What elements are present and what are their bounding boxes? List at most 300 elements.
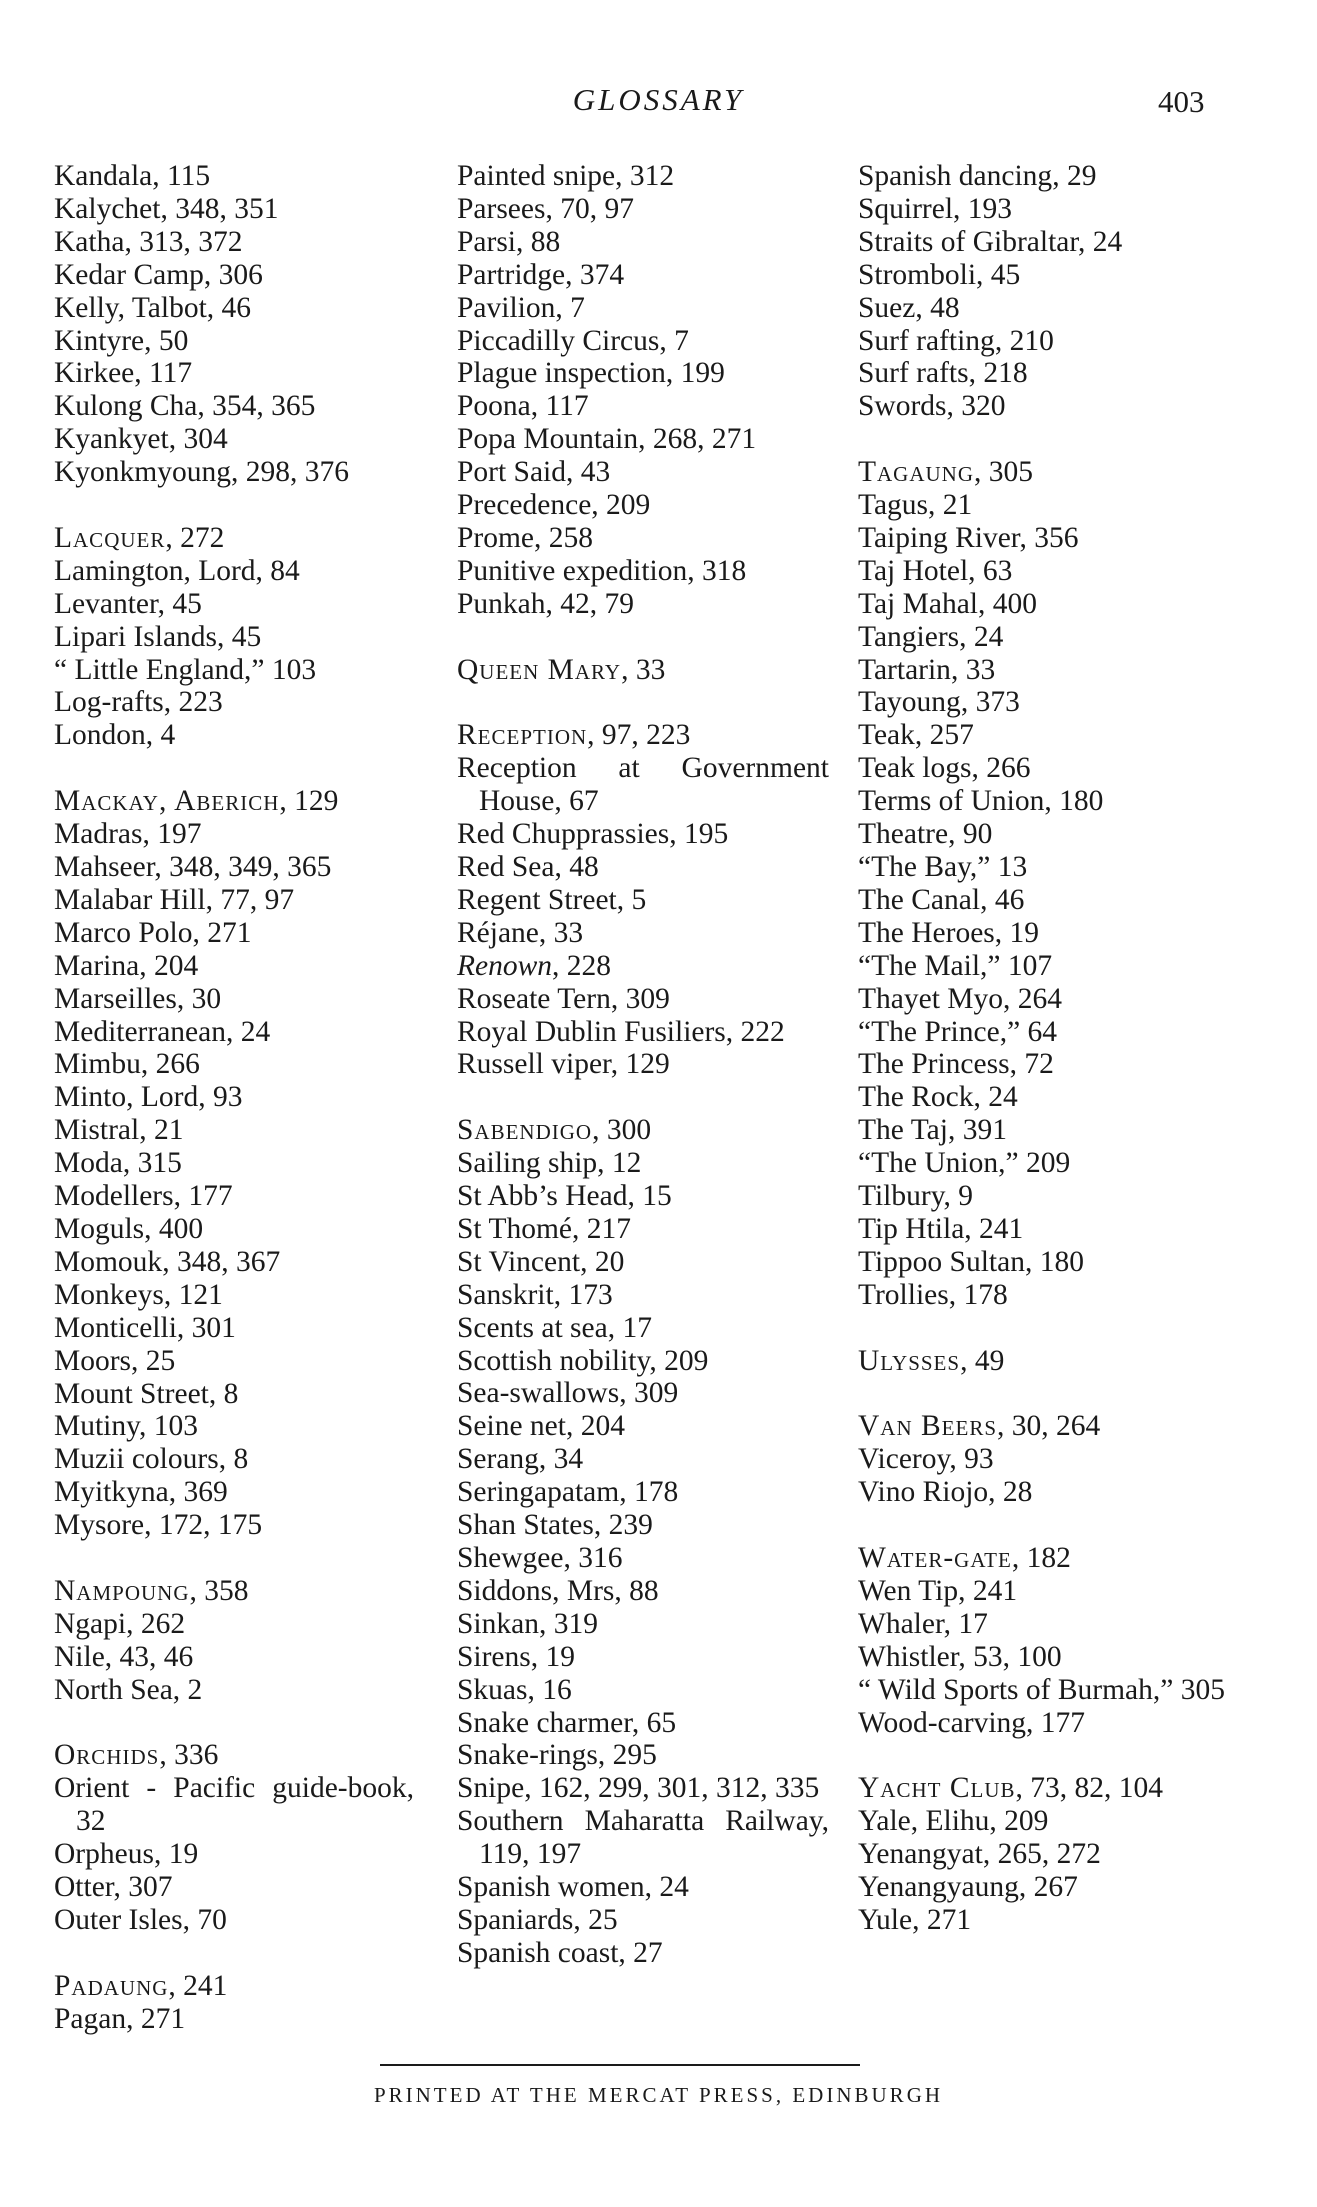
entry-term: Otter — [54, 1871, 114, 1904]
index-entry — [858, 785, 1236, 818]
index-entry — [858, 1772, 1236, 1805]
index-entry — [457, 1213, 829, 1246]
entry-pages: , 30 — [176, 982, 222, 1015]
index-entry — [858, 719, 1236, 752]
entry-term: Ngapi — [54, 1607, 127, 1640]
index-entry — [54, 1213, 414, 1246]
entry-pages: , 209 — [649, 1344, 709, 1377]
entry-term: Monticelli — [54, 1311, 177, 1344]
entry-term: Spanish dancing — [858, 160, 1053, 192]
entry-term: Punkah — [457, 587, 546, 620]
index-entry — [457, 1509, 829, 1542]
index-entry — [457, 654, 829, 687]
entry-pages: , 336 — [159, 1739, 219, 1772]
entry-term: Shewgee — [457, 1542, 564, 1575]
entry-pages: , 21 — [928, 489, 973, 522]
index-entry — [457, 423, 829, 456]
entry-pages: , 197 — [142, 818, 202, 851]
index-entry — [54, 522, 414, 555]
entry-pages: , 119, 197 — [479, 1805, 829, 1871]
index-entry — [54, 686, 414, 719]
entry-pages: , 307 — [113, 1871, 173, 1904]
entry-pages: , 315 — [122, 1147, 182, 1180]
entry-pages: , 42, 79 — [545, 587, 634, 620]
entry-pages: , 162, 299, 301, 312, 335 — [524, 1772, 820, 1805]
entry-pages: , 48 — [915, 291, 960, 324]
index-entry — [858, 917, 1236, 950]
entry-pages: , 9 — [943, 1180, 974, 1213]
entry-term: Yule — [858, 1903, 913, 1936]
index-entry — [858, 1805, 1236, 1838]
entry-term: Stromboli — [858, 258, 977, 291]
entry-pages: , 271 — [192, 916, 252, 949]
entry-term: Minto, Lord — [54, 1081, 199, 1114]
entry-term: Muzii colours — [54, 1443, 219, 1476]
entry-pages: , 267 — [1018, 1871, 1078, 1904]
entry-pages: , 24 — [973, 1081, 1018, 1114]
entry-term: Punitive expedition — [457, 554, 688, 587]
entry-pages: , 241 — [168, 1969, 228, 2002]
index-entry — [457, 357, 829, 390]
entry-pages: , 103 — [138, 1410, 198, 1443]
entry-term: Sanskrit — [457, 1278, 554, 1311]
index-entry — [858, 1345, 1236, 1378]
entry-term: Kyonkmyoung — [54, 456, 231, 489]
entry-term: Prome — [457, 521, 535, 554]
entry-term: Tip Htila — [858, 1212, 965, 1245]
entry-pages: , 266 — [971, 752, 1031, 785]
index-entry — [54, 1509, 414, 1542]
entry-term: Monkeys — [54, 1278, 164, 1311]
entry-pages: , 391 — [947, 1114, 1007, 1147]
index-entry — [858, 818, 1236, 851]
entry-term: Yacht Club — [858, 1772, 1016, 1805]
index-entry — [457, 1048, 829, 1081]
entry-pages: , 258 — [534, 521, 594, 554]
entry-term: “ Little England,” — [54, 653, 265, 686]
entry-pages: , 241 — [964, 1212, 1024, 1245]
index-entry — [457, 719, 829, 752]
entry-pages: , 239 — [593, 1509, 653, 1542]
index-entry — [54, 2003, 414, 2036]
entry-pages: , 46 — [980, 883, 1025, 916]
index-entry — [54, 390, 414, 423]
entry-term: Lipari Islands — [54, 620, 218, 653]
entry-term: London — [54, 719, 146, 752]
index-entry — [54, 1246, 414, 1279]
index-entry — [54, 1970, 414, 2003]
entry-pages: , 117 — [530, 390, 589, 423]
entry-term: Mount Street — [54, 1377, 209, 1410]
entry-pages: , 97, 223 — [587, 719, 691, 752]
entry-pages: 305 — [1173, 1673, 1225, 1706]
index-entry — [457, 1377, 829, 1410]
entry-term: Squirrel — [858, 192, 954, 225]
entry-pages: , 204 — [139, 949, 199, 982]
index-entry — [457, 983, 829, 1016]
entry-pages: , 4 — [145, 719, 176, 752]
entry-pages: , 309 — [610, 982, 670, 1015]
index-entry — [457, 489, 829, 522]
entry-term: Tippoo Sultan — [858, 1245, 1025, 1278]
entry-term: Kalychet — [54, 192, 161, 225]
index-column-2 — [457, 160, 829, 1970]
index-entry — [457, 588, 829, 621]
entry-pages: , 25 — [573, 1903, 618, 1936]
index-entry — [858, 588, 1236, 621]
entry-term: Plague inspection — [457, 357, 666, 390]
entry-term: Sinkan — [457, 1607, 539, 1640]
index-entry — [54, 456, 414, 489]
entry-term: “The Mail,” — [858, 949, 1001, 982]
entry-term: Swords — [858, 390, 947, 423]
entry-pages: , 262 — [126, 1607, 186, 1640]
entry-term: Red Sea — [457, 851, 555, 883]
entry-term: The Rock — [858, 1081, 974, 1114]
index-entry — [858, 259, 1236, 292]
entry-term: Levanter — [54, 587, 158, 620]
entry-pages: , 193 — [953, 192, 1013, 225]
index-entry — [54, 719, 414, 752]
entry-term: Kandala — [54, 160, 153, 192]
entry-pages: , 204 — [565, 1410, 625, 1443]
index-entry — [457, 1476, 829, 1509]
index-entry — [54, 292, 414, 325]
entry-term: Teak — [858, 719, 915, 752]
index-entry — [54, 1674, 414, 1707]
index-entry — [457, 950, 829, 983]
entry-term: Shan States — [457, 1509, 594, 1542]
entry-term: Theatre — [858, 818, 949, 851]
entry-pages: , 309 — [619, 1377, 679, 1410]
entry-term: Mediterranean — [54, 1015, 226, 1048]
entry-pages: , 199 — [665, 357, 725, 390]
entry-pages: , 48 — [554, 851, 599, 883]
entry-term: Spanish women — [457, 1871, 645, 1904]
entry-pages: , 45 — [976, 258, 1021, 291]
entry-term: Lacquer — [54, 521, 166, 554]
entry-pages: 64 — [1020, 1015, 1058, 1048]
index-entry — [858, 555, 1236, 588]
entry-pages: , 27 — [618, 1936, 663, 1969]
entry-term: Myitkyna — [54, 1476, 169, 1509]
entry-pages: , 88 — [614, 1574, 659, 1607]
entry-term: Taiping River — [858, 521, 1020, 554]
index-entry — [457, 851, 829, 884]
entry-pages: , 400 — [978, 587, 1037, 620]
entry-pages: 107 — [1000, 949, 1053, 982]
entry-term: St Vincent — [457, 1245, 581, 1278]
entry-pages: , 65 — [631, 1706, 677, 1739]
index-entry — [457, 1871, 829, 1904]
entry-term: “The Union,” — [858, 1147, 1019, 1180]
entry-term: Moguls — [54, 1212, 145, 1245]
entry-term: Pavilion — [457, 291, 556, 324]
entry-term: Spaniards — [457, 1903, 574, 1936]
index-entry — [457, 1279, 829, 1312]
index-entry — [457, 1312, 829, 1345]
entry-term: Reception — [457, 719, 588, 752]
entry-pages: , 129 — [279, 785, 339, 818]
index-entry — [858, 1114, 1236, 1147]
index-entry — [858, 160, 1236, 193]
entry-pages: , 34 — [538, 1443, 584, 1476]
index-entry — [54, 1838, 414, 1871]
entry-term: Reception at Government House — [457, 752, 829, 818]
index-column-1 — [54, 160, 414, 2036]
index-entry — [54, 1608, 414, 1641]
entry-pages: , 7 — [555, 291, 585, 324]
entry-pages: , 24 — [644, 1871, 689, 1904]
entry-term: Moors — [54, 1344, 132, 1377]
index-entry — [457, 1114, 829, 1147]
entry-pages: , 218 — [968, 357, 1028, 390]
index-entry — [54, 1739, 414, 1772]
entry-pages: , 217 — [572, 1212, 632, 1245]
index-entry — [858, 1081, 1236, 1114]
entry-term: “The Bay,” — [858, 851, 991, 884]
entry-pages: , 33 — [538, 916, 584, 949]
index-entry — [457, 1904, 829, 1937]
entry-pages: , 369 — [168, 1476, 228, 1509]
entry-pages: , 400 — [144, 1212, 204, 1245]
entry-pages: , 304 — [168, 423, 228, 456]
entry-term: Mutiny — [54, 1410, 139, 1443]
entry-term: Scents at sea — [457, 1311, 608, 1344]
entry-pages: 209 — [1018, 1147, 1071, 1180]
entry-term: Tangiers — [858, 620, 960, 653]
entry-term: The Taj — [858, 1114, 948, 1147]
entry-term: Taj Mahal — [858, 587, 978, 620]
index-entry — [457, 1147, 829, 1180]
index-entry — [858, 1838, 1236, 1871]
entry-pages: , 319 — [538, 1607, 598, 1640]
entry-term: Skuas — [457, 1673, 528, 1706]
entry-term: Marseilles — [54, 982, 177, 1015]
index-entry — [858, 983, 1236, 1016]
entry-term: Log-rafts — [54, 686, 164, 719]
index-entry — [858, 1707, 1236, 1740]
entry-term: Kyankyet — [54, 423, 169, 456]
entry-pages: , 178 — [948, 1278, 1008, 1311]
entry-term: Russell viper — [457, 1048, 611, 1081]
entry-term: North Sea — [54, 1673, 173, 1706]
index-entry — [858, 1246, 1236, 1279]
index-entry — [457, 1805, 829, 1871]
index-entry — [54, 851, 414, 884]
entry-term: Van Beers — [858, 1410, 998, 1443]
entry-pages: , 348, 349, 365 — [154, 851, 332, 883]
entry-term: Precedence — [457, 489, 592, 522]
entry-pages: , 5 — [616, 883, 647, 916]
entry-pages: , 20 — [580, 1245, 625, 1278]
index-entry — [54, 1345, 414, 1378]
index-entry — [457, 917, 829, 950]
entry-pages: , 29 — [1052, 160, 1097, 192]
entry-pages: , 30, 264 — [997, 1410, 1101, 1443]
index-entry — [858, 621, 1236, 654]
entry-term: Regent Street — [457, 883, 617, 916]
entry-term: Mackay, Aberich — [54, 785, 280, 818]
entry-pages: , 19 — [530, 1640, 575, 1673]
entry-term: Sea-swallows — [457, 1377, 620, 1410]
index-entry — [54, 1016, 414, 1049]
entry-term: Orient - Pacific — [54, 1772, 256, 1805]
entry-term: Parsees — [457, 192, 546, 225]
entry-term: Orchids — [54, 1739, 160, 1772]
index-entry — [54, 1378, 414, 1411]
entry-pages: , 28 — [988, 1476, 1033, 1509]
entry-pages: , 15 — [627, 1180, 672, 1213]
entry-pages: , 298, 376 — [231, 456, 349, 489]
entry-term: Outer Isles — [54, 1903, 183, 1936]
entry-pages: 13 — [990, 851, 1028, 884]
entry-pages: , 73, 82, 104 — [1015, 1772, 1164, 1805]
index-entry — [457, 193, 829, 226]
entry-term: Sailing ship — [457, 1147, 598, 1180]
entry-pages: , 271 — [126, 2002, 186, 2035]
index-entry — [858, 1575, 1236, 1608]
entry-term: Whistler — [858, 1640, 959, 1673]
entry-pages: , 241 — [958, 1574, 1018, 1607]
entry-term: Orpheus — [54, 1838, 154, 1871]
entry-pages: 103 — [264, 653, 317, 686]
entry-term: Royal Dublin Fusiliers — [457, 1015, 726, 1048]
index-entry — [858, 851, 1236, 884]
index-entry — [858, 686, 1236, 719]
entry-pages: , 374 — [565, 258, 625, 291]
index-entry — [54, 259, 414, 292]
index-entry — [457, 1345, 829, 1378]
page-number: 403 — [1158, 84, 1205, 119]
index-entry — [54, 160, 414, 193]
entry-term: Yenangyaung — [858, 1871, 1019, 1904]
entry-pages: , 53, 100 — [958, 1640, 1062, 1673]
index-entry — [858, 1016, 1236, 1049]
entry-pages: , 195 — [669, 818, 729, 851]
index-entry — [858, 884, 1236, 917]
entry-pages: , 8 — [218, 1443, 249, 1476]
index-entry — [457, 390, 829, 423]
entry-term: St Thomé — [457, 1212, 573, 1245]
entry-term: Marco Polo — [54, 916, 193, 949]
index-entry — [457, 456, 829, 489]
entry-term: Tilbury — [858, 1180, 944, 1213]
entry-term: Teak logs — [858, 752, 972, 785]
index-entry — [858, 325, 1236, 358]
entry-term: Poona — [457, 390, 531, 423]
entry-pages: , 33 — [621, 653, 666, 686]
entry-pages: , 320 — [946, 390, 1006, 423]
entry-term: The Princess — [858, 1048, 1010, 1081]
entry-term: Sirens — [457, 1640, 531, 1673]
entry-pages: , 8 — [208, 1377, 239, 1410]
entry-term: Kulong Cha — [54, 390, 198, 423]
entry-term: Queen Mary — [457, 653, 622, 686]
index-entry — [457, 160, 829, 193]
entry-pages: , 24 — [226, 1015, 271, 1048]
index-entry — [457, 1608, 829, 1641]
entry-pages: , 272 — [165, 521, 225, 554]
index-entry — [54, 1048, 414, 1081]
index-entry — [54, 621, 414, 654]
entry-pages: , 271 — [912, 1903, 972, 1936]
entry-pages: , 67 — [554, 785, 599, 818]
index-entry — [457, 522, 829, 555]
entry-term: Painted snipe — [457, 160, 616, 192]
entry-term: Yale, Elihu — [858, 1805, 990, 1838]
index-entry — [457, 1674, 829, 1707]
index-entry — [457, 884, 829, 917]
entry-pages: , 373 — [960, 686, 1020, 719]
entry-term: Kedar Camp — [54, 258, 204, 291]
entry-pages: , 182 — [1011, 1542, 1071, 1574]
entry-term: Tartarin — [858, 653, 951, 686]
entry-pages: , 25 — [131, 1344, 176, 1377]
index-entry — [54, 588, 414, 621]
index-entry — [54, 950, 414, 983]
entry-term: Wen Tip — [858, 1574, 959, 1607]
entry-pages: , 17 — [607, 1311, 652, 1344]
index-column-3 — [858, 160, 1236, 1937]
entry-pages: , 19 — [994, 916, 1040, 949]
entry-term: “The Prince,” — [858, 1015, 1021, 1048]
entry-term: Momouk — [54, 1245, 163, 1278]
entry-term: Lamington, Lord — [54, 554, 256, 587]
index-entry — [858, 1410, 1236, 1443]
entry-term: Mysore — [54, 1509, 145, 1542]
entry-pages: , 45 — [217, 620, 262, 653]
entry-term: Kelly, Talbot — [54, 291, 207, 324]
index-entry — [457, 752, 829, 818]
index-entry — [457, 292, 829, 325]
entry-pages: , 178 — [619, 1476, 679, 1509]
entry-pages: , 180 — [1044, 785, 1104, 818]
index-entry — [858, 357, 1236, 390]
entry-pages: , 313, 372 — [124, 225, 243, 258]
entry-term: Surf rafts — [858, 357, 969, 390]
entry-term: Thayet Myo — [858, 982, 1004, 1015]
entry-pages: , 301 — [176, 1311, 236, 1344]
entry-pages: , 318 — [687, 554, 747, 587]
entry-term: Nampoung — [54, 1574, 190, 1607]
entry-pages: , 77, 97 — [205, 883, 295, 916]
index-entry — [54, 1279, 414, 1312]
index-entry — [858, 1476, 1236, 1509]
entry-term: Tayoung — [858, 686, 961, 719]
entry-term: Southern Maharatta Railway — [457, 1805, 822, 1838]
entry-pages: , 268, 271 — [638, 423, 757, 456]
index-entry — [457, 1180, 829, 1213]
entry-term: Siddons, Mrs — [457, 1574, 615, 1607]
footer-rule — [380, 2064, 860, 2066]
printer-imprint: PRINTED AT THE MERCAT PRESS, EDINBURGH — [373, 2083, 944, 2107]
entry-pages: , 50 — [144, 324, 189, 357]
entry-pages: guide-book, 32 — [76, 1772, 414, 1838]
entry-term: Padaung — [54, 1969, 169, 2002]
index-entry — [858, 1180, 1236, 1213]
index-entry — [858, 489, 1236, 522]
entry-term: Modellers — [54, 1180, 174, 1213]
entry-term: Snake charmer — [457, 1706, 632, 1739]
entry-term: Scottish nobility — [457, 1344, 650, 1377]
index-entry — [54, 1904, 414, 1937]
entry-term: Mahseer — [54, 851, 155, 883]
index-entry — [54, 1443, 414, 1476]
index-entry — [54, 1871, 414, 1904]
entry-pages: , 12 — [597, 1147, 642, 1180]
entry-term: The Canal — [858, 883, 981, 916]
